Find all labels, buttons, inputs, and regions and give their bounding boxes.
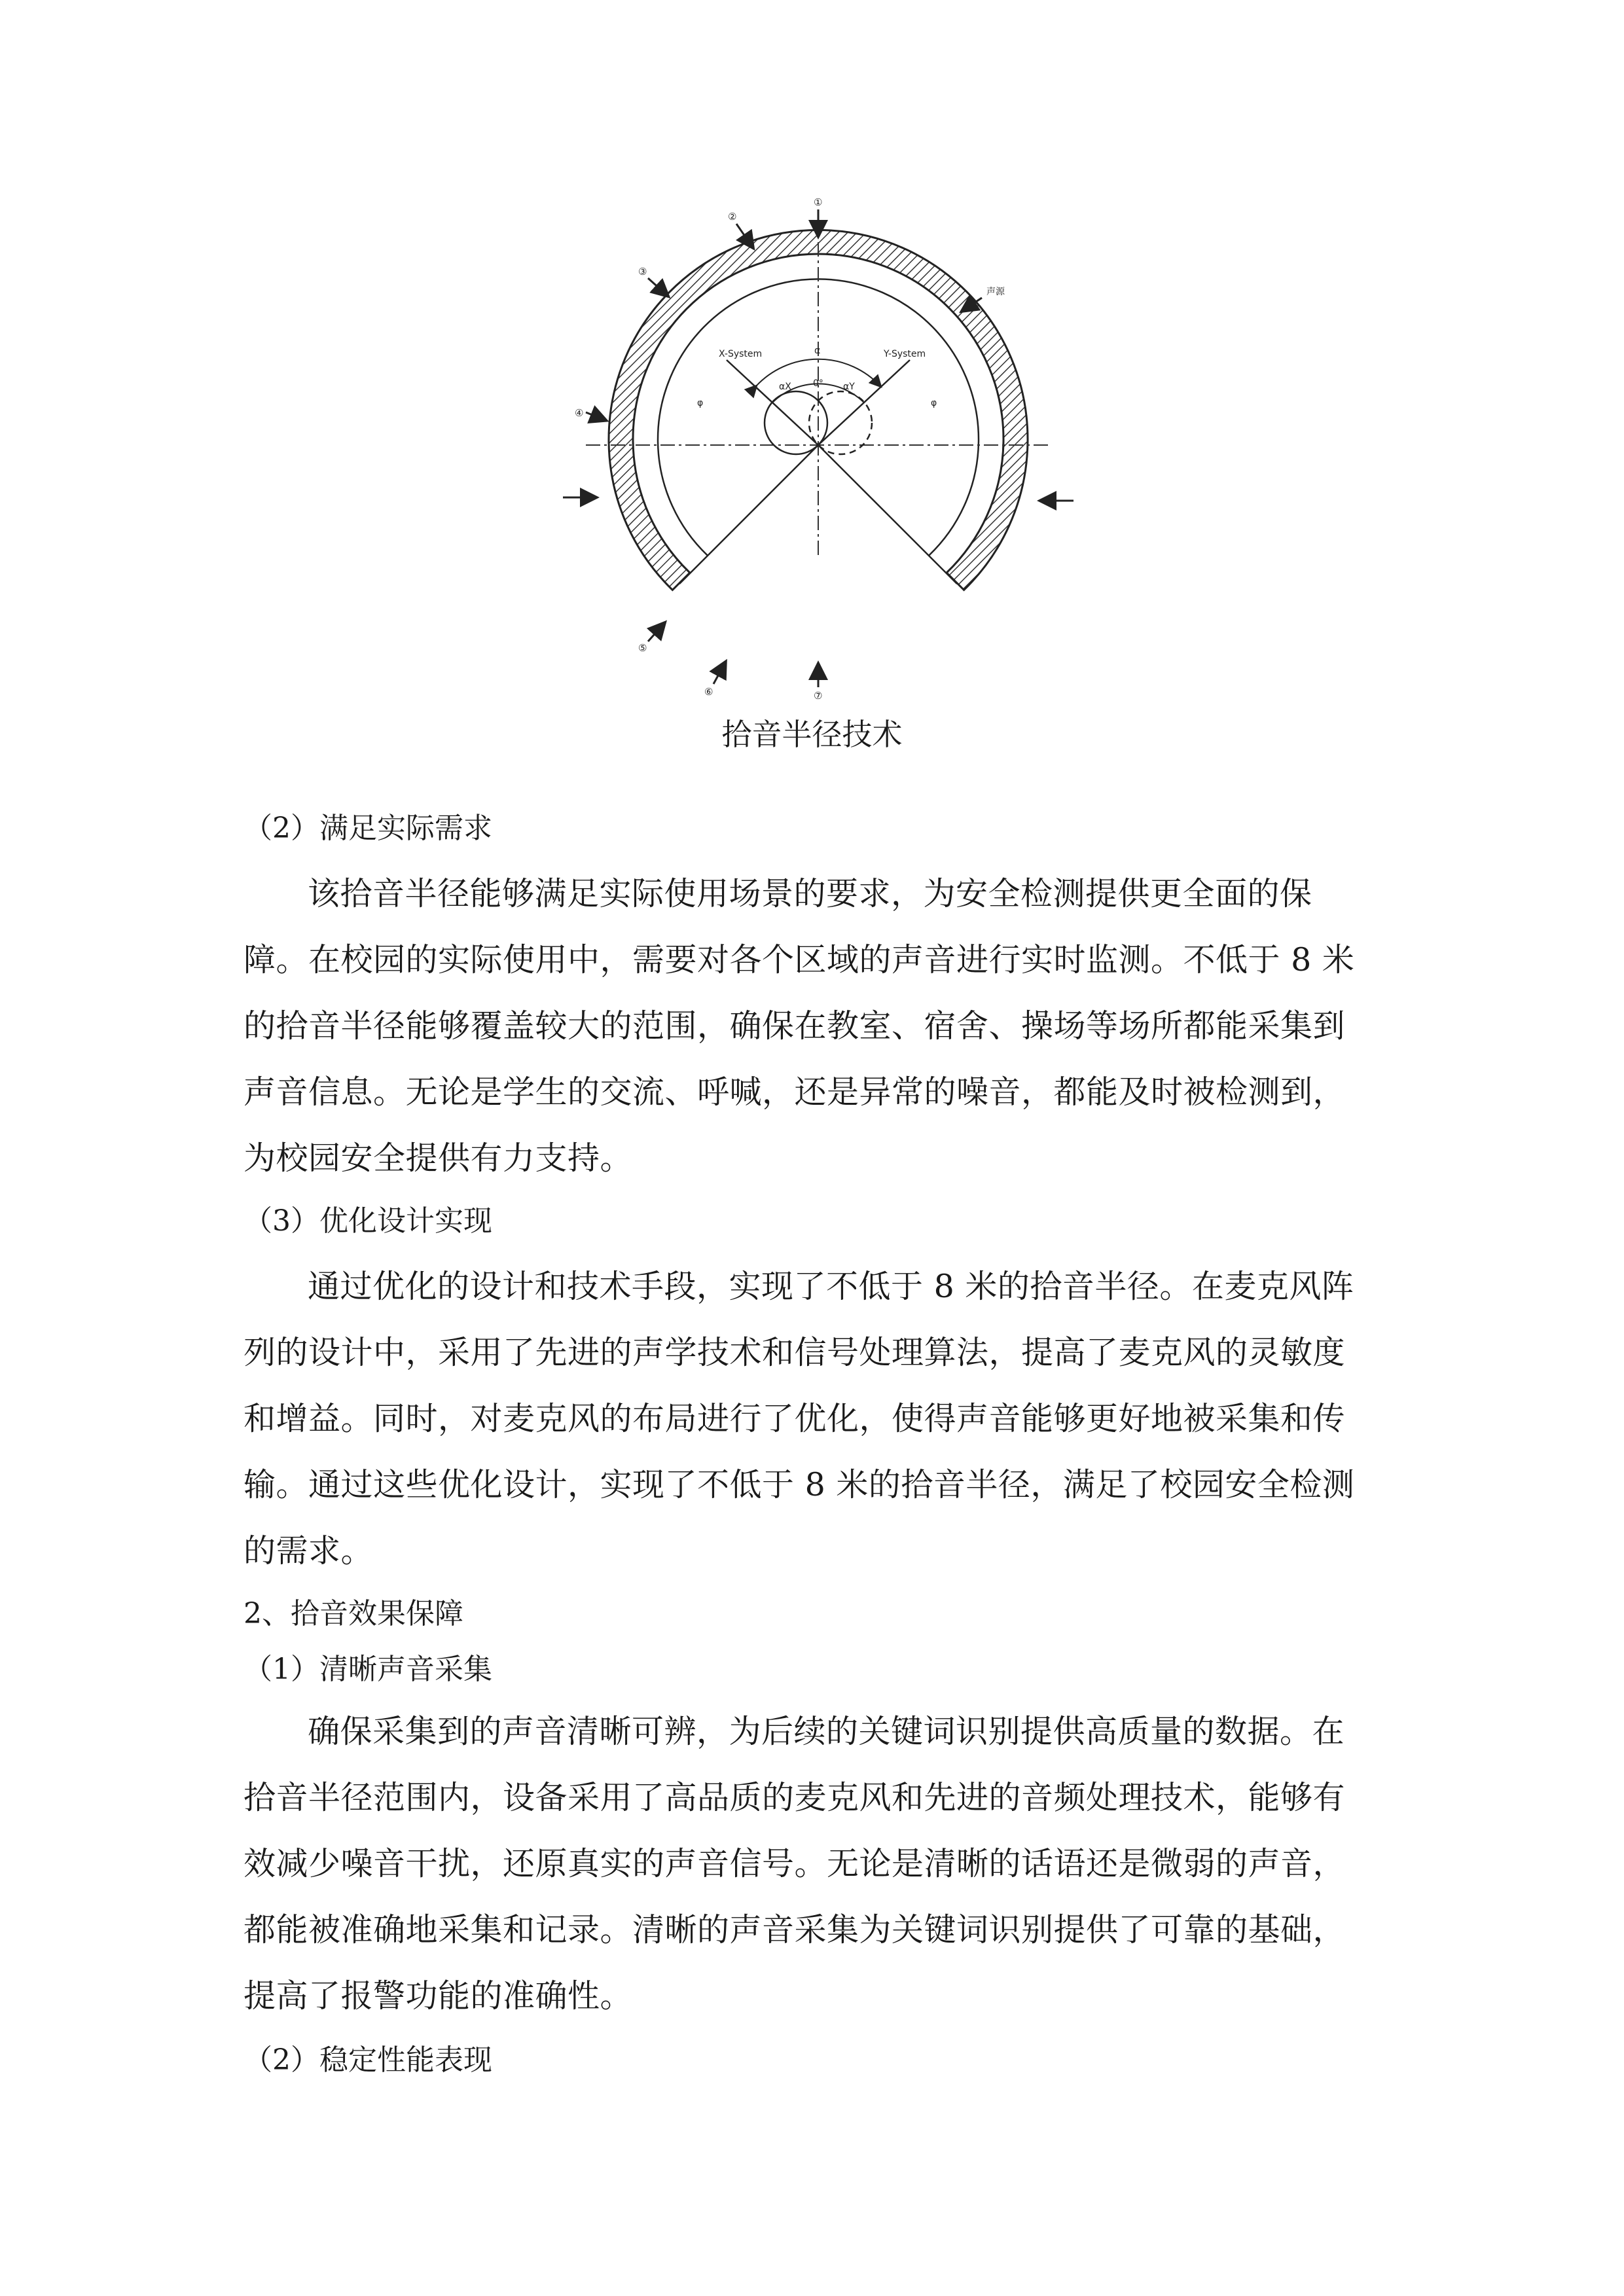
source-arrow-3 xyxy=(648,278,668,296)
source-arrow-4 xyxy=(586,412,605,420)
text-line: 效减少噪音干扰，还原真实的声音信号。无论是清晰的话语还是微弱的声音， xyxy=(244,1845,1346,1882)
paragraph-optimization xyxy=(244,1253,1380,1584)
section-heading-pickup-quality: 2、拾音效果保障 xyxy=(244,1597,463,1630)
section-heading-stable-performance: （2）稳定性能表现 xyxy=(244,2043,492,2077)
sound-source-label: 声源 xyxy=(986,287,1005,297)
source-arrow-6 xyxy=(713,662,725,684)
y-system-label: Y-System xyxy=(884,349,926,359)
marker-6: ⑥ xyxy=(704,686,713,698)
pickup-radius-diagram xyxy=(556,190,1080,713)
text-line: 的需求。 xyxy=(244,1532,374,1570)
marker-2: ② xyxy=(728,211,737,223)
alpha-label: α xyxy=(814,346,821,356)
section-heading-optimization: （3）优化设计实现 xyxy=(244,1204,492,1238)
text-line: 列的设计中，采用了先进的声学技术和信号处理算法，提高了麦克风的灵敏度 xyxy=(244,1334,1346,1371)
source-arrow-5 xyxy=(648,623,664,641)
alpha-y-label: αY xyxy=(843,382,855,392)
wedge-line-left xyxy=(679,445,818,584)
figure-caption: 拾音半径技术 xyxy=(721,717,903,752)
phi-right-label: φ xyxy=(931,398,937,408)
paragraph-clear-capture xyxy=(244,1698,1380,2029)
text-line: 都能被准确地采集和记录。清晰的声音采集为关键词识别提供了可靠的基础， xyxy=(244,1911,1346,1948)
text-line: 确保采集到的声音清晰可辨，为后续的关键词识别提供高质量的数据。在 xyxy=(308,1713,1345,1750)
marker-7: ⑦ xyxy=(814,690,823,702)
section-heading-requirements: （2）满足实际需求 xyxy=(244,812,492,845)
section-heading-clear-capture: （1）清晰声音采集 xyxy=(244,1653,492,1686)
zero-degree-label: 0° xyxy=(813,378,823,389)
text-line: 输。通过这些优化设计，实现了不低于 8 米的拾音半径，满足了校园安全检测 xyxy=(244,1466,1355,1503)
text-line: 通过优化的设计和技术手段，实现了不低于 8 米的拾音半径。在麦克风阵 xyxy=(308,1268,1354,1305)
text-line: 障。在校园的实际使用中，需要对各个区域的声音进行实时监测。不低于 8 米 xyxy=(244,941,1355,978)
text-line: 拾音半径范围内，设备采用了高品质的麦克风和先进的音频处理技术，能够有 xyxy=(244,1779,1346,1816)
marker-1: ① xyxy=(814,196,823,208)
text-line: 和增益。同时，对麦克风的布局进行了优化，使得声音能够更好地被采集和传 xyxy=(244,1400,1346,1437)
text-line: 该拾音半径能够满足实际使用场景的要求，为安全检测提供更全面的保 xyxy=(308,875,1312,912)
text-line: 为校园安全提供有力支持。 xyxy=(244,1139,633,1177)
text-line: 提高了报警功能的准确性。 xyxy=(244,1977,633,2015)
alpha-x-label: αX xyxy=(779,382,791,392)
wedge-line-right xyxy=(818,445,957,584)
text-line: 的拾音半径能够覆盖较大的范围，确保在教室、宿舍、操场等场所都能采集到 xyxy=(244,1007,1346,1045)
x-system-label: X-System xyxy=(719,349,763,359)
text-line: 声音信息。无论是学生的交流、呼喊，还是异常的噪音，都能及时被检测到， xyxy=(244,1073,1346,1111)
phi-left-label: φ xyxy=(697,398,704,408)
marker-3: ③ xyxy=(638,266,647,278)
marker-5: ⑤ xyxy=(638,642,647,654)
paragraph-requirements xyxy=(244,861,1380,1191)
marker-4: ④ xyxy=(575,407,584,419)
